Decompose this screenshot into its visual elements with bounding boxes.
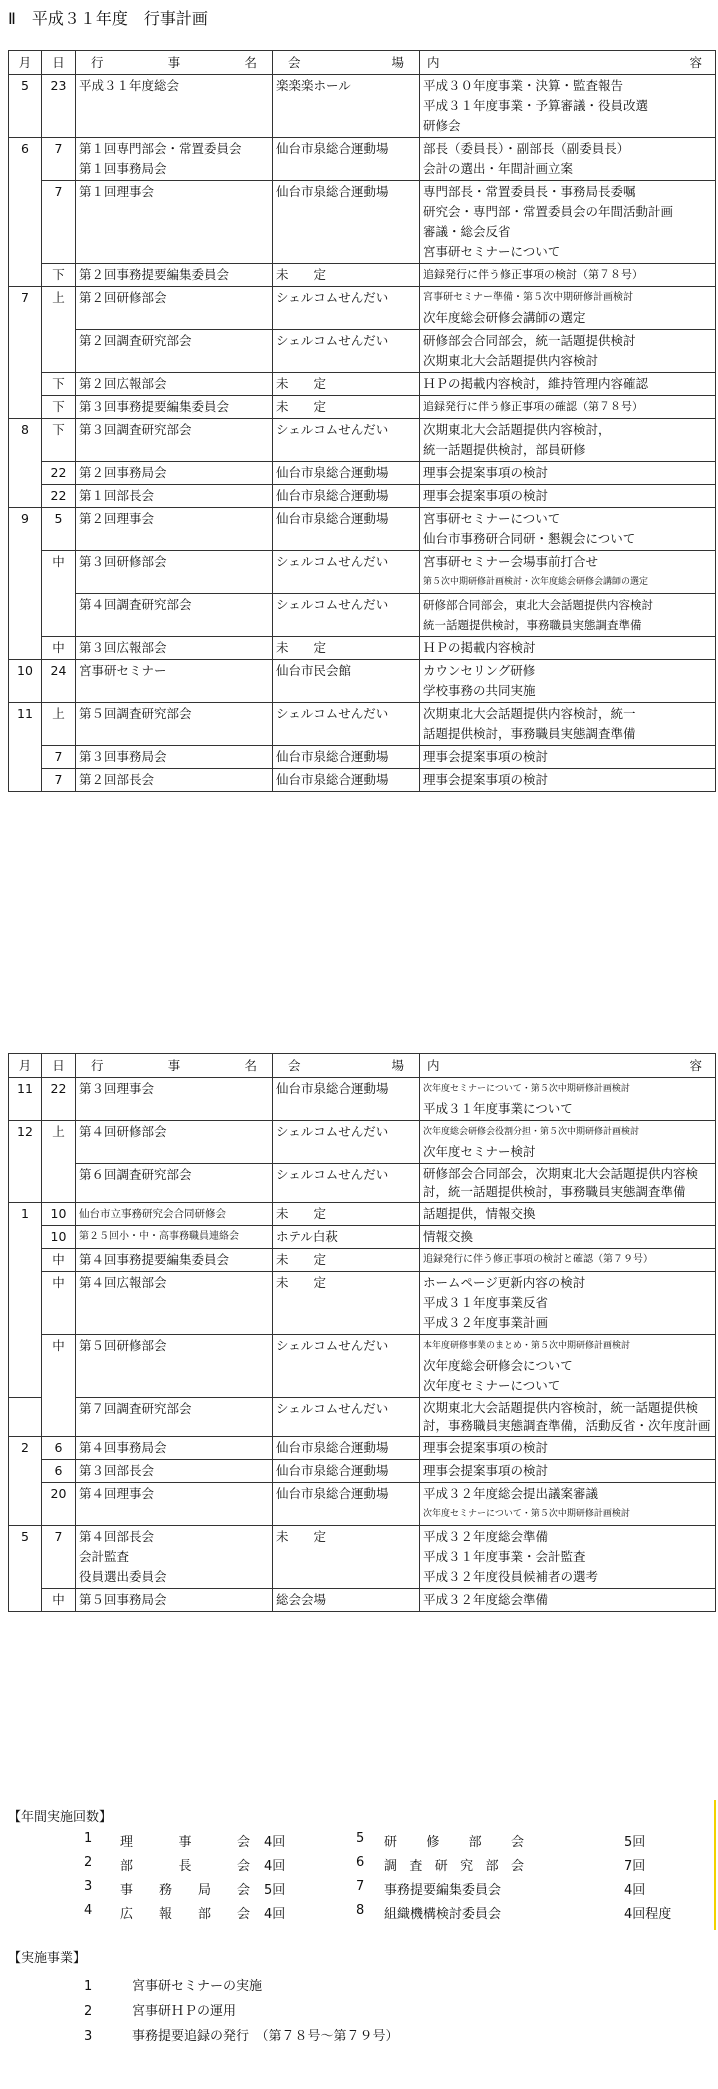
day-cell: 中 <box>42 551 76 637</box>
content-cell: 研修部会合同部会，次期東北大会話題提供内容検討，統一話題提供検討，事務職員実態調査準備 <box>420 1164 716 1203</box>
month-cell: 12 <box>9 1121 42 1203</box>
table-row <box>9 769 716 792</box>
content-cell: 次年度総会研修会役割分担・第５次中期研修計画検討 次年度セミナー検討 <box>420 1121 716 1164</box>
content-cell: 次期東北大会話題提供内容検討， 統一話題提供検討，部員研修 <box>420 419 716 462</box>
day-cell: 6 <box>42 1460 76 1483</box>
table-row <box>9 1272 716 1335</box>
month-cell: 11 <box>9 703 42 792</box>
table-row <box>9 660 716 703</box>
day-cell: 下 <box>42 396 76 419</box>
table-row <box>9 1460 716 1483</box>
event-cell: 第６回調査研究部会 <box>76 1164 273 1203</box>
header-content: 内 容 <box>420 1054 716 1078</box>
venue-cell: シェルコムせんだい <box>273 594 420 637</box>
venue-cell: 仙台市泉総合運動場 <box>273 1078 420 1121</box>
content-cell: 平成３２年度総会準備 <box>420 1589 716 1612</box>
content-cell: 専門部長・常置委員長・事務局長委嘱 研究会・専門部・常置委員会の年間活動計画 審議・総会反省 宮事研セミナーについて <box>420 181 716 264</box>
event-cell: 第４回広報部会 <box>76 1272 273 1335</box>
event-cell: 第３回調査研究部会 <box>76 419 273 462</box>
venue-cell: 楽楽楽ホール <box>273 75 420 138</box>
venue-cell: ホテル白萩 <box>273 1226 420 1249</box>
month-cell: 5 <box>9 1526 42 1612</box>
event-cell: 第３回研修部会 <box>76 551 273 594</box>
header-month: 月 <box>9 51 42 75</box>
month-cell: 5 <box>9 75 42 138</box>
page-title: Ⅱ 平成３１年度 行事計画 <box>8 9 208 28</box>
count-row: 1 理 事 会 4回 5 研 修 部 会 5回 <box>84 1831 646 1850</box>
content-cell: ＨＰの掲載内容検討，維持管理内容確認 <box>420 373 716 396</box>
table-header <box>9 1054 716 1078</box>
content-cell: 次期東北大会話題提供内容検討，統一 話題提供検討，事務職員実態調査準備 <box>420 703 716 746</box>
venue-cell: シェルコムせんだい <box>273 330 420 373</box>
header-venue: 会 場 <box>273 1054 420 1078</box>
table-row <box>9 419 716 462</box>
schedule-table-1 <box>8 50 716 792</box>
event-cell: 第１回部長会 <box>76 485 273 508</box>
table-row <box>9 1203 716 1226</box>
venue-cell: 未 定 <box>273 1203 420 1226</box>
event-cell: 第４回事務提要編集委員会 <box>76 1249 273 1272</box>
venue-cell: 未 定 <box>273 1526 420 1589</box>
venue-cell: シェルコムせんだい <box>273 1398 420 1437</box>
content-cell: 話題提供，情報交換 <box>420 1203 716 1226</box>
content-cell: 情報交換 <box>420 1226 716 1249</box>
event-cell: 第３回事務局会 <box>76 746 273 769</box>
content-cell: カウンセリング研修 学校事務の共同実施 <box>420 660 716 703</box>
list-item: 3 事務提要追録の発行 （第７８号～第７９号） <box>84 2029 399 2044</box>
content-cell: 追録発行に伴う修正事項の確認（第７８号） <box>420 396 716 419</box>
venue-cell: シェルコムせんだい <box>273 419 420 462</box>
event-cell: 第３回理事会 <box>76 1078 273 1121</box>
day-cell: 10 <box>42 1203 76 1226</box>
content-cell: 次期東北大会話題提供内容検討，統一話題提供検討，事務職員実態調査準備，活動反省・次年度計画 <box>420 1398 716 1437</box>
annual-counts-heading: 【年間実施回数】 <box>8 1810 113 1825</box>
month-cell: 7 <box>9 287 42 419</box>
table-row <box>9 637 716 660</box>
content-cell: 宮事研セミナーについて 仙台市事務研合同研・懇親会について <box>420 508 716 551</box>
content-cell: 本年度研修事業のまとめ・第５次中期研修計画検討 次年度総会研修会について 次年度セミナーについて <box>420 1335 716 1398</box>
venue-cell: 仙台市泉総合運動場 <box>273 1460 420 1483</box>
venue-cell: 未 定 <box>273 1272 420 1335</box>
content-cell: 理事会提案事項の検討 <box>420 1460 716 1483</box>
day-cell: 10 <box>42 1226 76 1249</box>
day-cell: 中 <box>42 637 76 660</box>
venue-cell: 総会会場 <box>273 1589 420 1612</box>
day-cell: 上 <box>42 1121 76 1203</box>
month-cell: 2 <box>9 1437 42 1526</box>
venue-cell: 未 定 <box>273 637 420 660</box>
day-cell: 22 <box>42 485 76 508</box>
event-cell: 第３回事務提要編集委員会 <box>76 396 273 419</box>
table-row <box>9 138 716 181</box>
table-header <box>9 51 716 75</box>
content-cell: 理事会提案事項の検討 <box>420 485 716 508</box>
event-cell: 第４回事務局会 <box>76 1437 273 1460</box>
event-cell: 第４回研修部会 <box>76 1121 273 1164</box>
venue-cell: 仙台市泉総合運動場 <box>273 769 420 792</box>
month-cell: 8 <box>9 419 42 508</box>
content-cell: 研修部会合同部会，統一話題提供検討 次期東北大会話題提供内容検討 <box>420 330 716 373</box>
venue-cell: 未 定 <box>273 1249 420 1272</box>
table-row <box>9 594 716 637</box>
content-cell: 理事会提案事項の検討 <box>420 462 716 485</box>
event-cell: 第２回研修部会 <box>76 287 273 330</box>
event-cell: 第４回理事会 <box>76 1483 273 1526</box>
day-cell: 7 <box>42 181 76 264</box>
event-cell: 平成３１年度総会 <box>76 75 273 138</box>
schedule-table-2 <box>8 1053 716 1612</box>
day-cell: 中 <box>42 1249 76 1272</box>
table-row <box>9 1335 716 1398</box>
event-cell: 第１回専門部会・常置委員会 第１回事務局会 <box>76 138 273 181</box>
day-cell: 6 <box>42 1437 76 1460</box>
content-cell: 平成３０年度事業・決算・監査報告 平成３１年度事業・予算審議・役員改選 研修会 <box>420 75 716 138</box>
day-cell: 下 <box>42 419 76 462</box>
day-cell: 中 <box>42 1272 76 1335</box>
venue-cell: 未 定 <box>273 373 420 396</box>
content-cell: 理事会提案事項の検討 <box>420 746 716 769</box>
day-cell: 7 <box>42 769 76 792</box>
table-row <box>9 287 716 330</box>
list-item: 2 宮事研ＨＰの運用 <box>84 2004 237 2019</box>
content-cell: 平成３２年度総会準備 平成３１年度事業・会計監査 平成３２年度役員候補者の選考 <box>420 1526 716 1589</box>
day-cell: 下 <box>42 373 76 396</box>
event-cell: 第２回部長会 <box>76 769 273 792</box>
table-row <box>9 551 716 594</box>
venue-cell: 仙台市泉総合運動場 <box>273 485 420 508</box>
day-cell: 下 <box>42 264 76 287</box>
table-row <box>9 373 716 396</box>
header-event: 行 事 名 <box>76 1054 273 1078</box>
table-row <box>9 1483 716 1526</box>
event-cell: 宮事研セミナー <box>76 660 273 703</box>
venue-cell: 仙台市泉総合運動場 <box>273 138 420 181</box>
month-cell-cont <box>9 1398 42 1437</box>
month-cell: 1 <box>9 1203 42 1398</box>
yellow-margin-line <box>714 1800 716 1930</box>
header-event: 行 事 名 <box>76 51 273 75</box>
header-month: 月 <box>9 1054 42 1078</box>
table-row <box>9 1164 716 1203</box>
venue-cell: シェルコムせんだい <box>273 551 420 594</box>
annual-counts-list <box>84 1831 684 1927</box>
table-row <box>9 75 716 138</box>
day-cell: 上 <box>42 287 76 373</box>
day-cell: 24 <box>42 660 76 703</box>
header-day: 日 <box>42 1054 76 1078</box>
event-cell: 第２回調査研究部会 <box>76 330 273 373</box>
day-cell: 7 <box>42 746 76 769</box>
content-cell: ＨＰの掲載内容検討 <box>420 637 716 660</box>
header-content: 内 容 <box>420 51 716 75</box>
table-row <box>9 462 716 485</box>
table-row <box>9 485 716 508</box>
count-row: 4 広 報 部 会 4回 8 組織機構検討委員会 4回程度 <box>84 1903 672 1922</box>
event-cell: 第５回調査研究部会 <box>76 703 273 746</box>
content-cell: 次年度セミナーについて・第５次中期研修計画検討 平成３１年度事業について <box>420 1078 716 1121</box>
content-cell: 追録発行に伴う修正事項の検討と確認（第７９号） <box>420 1249 716 1272</box>
event-cell: 第３回広報部会 <box>76 637 273 660</box>
table-row <box>9 1398 716 1437</box>
venue-cell: 仙台市泉総合運動場 <box>273 181 420 264</box>
day-cell: 7 <box>42 138 76 181</box>
event-cell: 第２５回小・中・高事務職員連絡会 <box>76 1226 273 1249</box>
venue-cell: 仙台市泉総合運動場 <box>273 746 420 769</box>
projects-list <box>84 1975 399 2050</box>
month-cell: 11 <box>9 1078 42 1121</box>
event-cell: 第２回広報部会 <box>76 373 273 396</box>
table-row <box>9 330 716 373</box>
day-cell: 23 <box>42 75 76 138</box>
venue-cell: 仙台市民会館 <box>273 660 420 703</box>
event-cell: 第５回事務局会 <box>76 1589 273 1612</box>
count-row: 2 部 長 会 4回 6 調 査 研 究 部 会 7回 <box>84 1855 646 1874</box>
content-cell: 宮事研セミナー準備・第５次中期研修計画検討 次年度総会研修会講師の選定 <box>420 287 716 330</box>
header-day: 日 <box>42 51 76 75</box>
venue-cell: 仙台市泉総合運動場 <box>273 1483 420 1526</box>
table-row <box>9 1249 716 1272</box>
event-cell: 第２回事務提要編集委員会 <box>76 264 273 287</box>
count-row: 3 事 務 局 会 5回 7 事務提要編集委員会 4回 <box>84 1879 646 1898</box>
table-row <box>9 396 716 419</box>
venue-cell: シェルコムせんだい <box>273 1121 420 1164</box>
table-row <box>9 181 716 264</box>
venue-cell: 未 定 <box>273 396 420 419</box>
content-cell: ホームページ更新内容の検討 平成３１年度事業反省 平成３２年度事業計画 <box>420 1272 716 1335</box>
day-cell: 22 <box>42 462 76 485</box>
venue-cell: 仙台市泉総合運動場 <box>273 462 420 485</box>
table-row <box>9 746 716 769</box>
content-cell: 部長（委員長）・副部長（副委員長） 会計の選出・年間計画立案 <box>420 138 716 181</box>
content-cell: 理事会提案事項の検討 <box>420 1437 716 1460</box>
day-cell: 中 <box>42 1589 76 1612</box>
table-row <box>9 703 716 746</box>
day-cell: 中 <box>42 1335 76 1437</box>
table-row <box>9 1437 716 1460</box>
header-venue: 会 場 <box>273 51 420 75</box>
event-cell: 仙台市立事務研究会合同研修会 <box>76 1203 273 1226</box>
table-row <box>9 1121 716 1164</box>
day-cell: 5 <box>42 508 76 551</box>
venue-cell: シェルコムせんだい <box>273 287 420 330</box>
venue-cell: 未 定 <box>273 264 420 287</box>
table-row <box>9 1226 716 1249</box>
content-cell: 宮事研セミナー会場事前打合せ 第５次中期研修計画検討・次年度総会研修会講師の選定 <box>420 551 716 594</box>
event-cell: 第２回事務局会 <box>76 462 273 485</box>
venue-cell: シェルコムせんだい <box>273 703 420 746</box>
content-cell: 追録発行に伴う修正事項の検討（第７８号） <box>420 264 716 287</box>
event-cell: 第４回調査研究部会 <box>76 594 273 637</box>
event-cell: 第７回調査研究部会 <box>76 1398 273 1437</box>
event-cell: 第３回部長会 <box>76 1460 273 1483</box>
table-row <box>9 1589 716 1612</box>
event-cell: 第４回部長会 会計監査 役員選出委員会 <box>76 1526 273 1589</box>
month-cell: 6 <box>9 138 42 287</box>
table-row <box>9 264 716 287</box>
table-row <box>9 1078 716 1121</box>
venue-cell: シェルコムせんだい <box>273 1164 420 1203</box>
venue-cell: 仙台市泉総合運動場 <box>273 508 420 551</box>
event-cell: 第５回研修部会 <box>76 1335 273 1398</box>
day-cell: 20 <box>42 1483 76 1526</box>
event-cell: 第２回理事会 <box>76 508 273 551</box>
day-cell: 7 <box>42 1526 76 1589</box>
content-cell: 理事会提案事項の検討 <box>420 769 716 792</box>
venue-cell: シェルコムせんだい <box>273 1335 420 1398</box>
projects-heading: 【実施事業】 <box>8 1951 87 1966</box>
event-cell: 第１回理事会 <box>76 181 273 264</box>
table-row <box>9 508 716 551</box>
content-cell: 平成３２年度総会提出議案審議 次年度セミナーについて・第５次中期研修計画検討 <box>420 1483 716 1526</box>
month-cell: 9 <box>9 508 42 660</box>
table-row <box>9 1526 716 1589</box>
day-cell: 上 <box>42 703 76 746</box>
list-item: 1 宮事研セミナーの実施 <box>84 1979 263 1994</box>
content-cell: 研修部合同部会，東北大会話題提供内容検討 統一話題提供検討，事務職員実態調査準備 <box>420 594 716 637</box>
month-cell: 10 <box>9 660 42 703</box>
venue-cell: 仙台市泉総合運動場 <box>273 1437 420 1460</box>
day-cell: 22 <box>42 1078 76 1121</box>
